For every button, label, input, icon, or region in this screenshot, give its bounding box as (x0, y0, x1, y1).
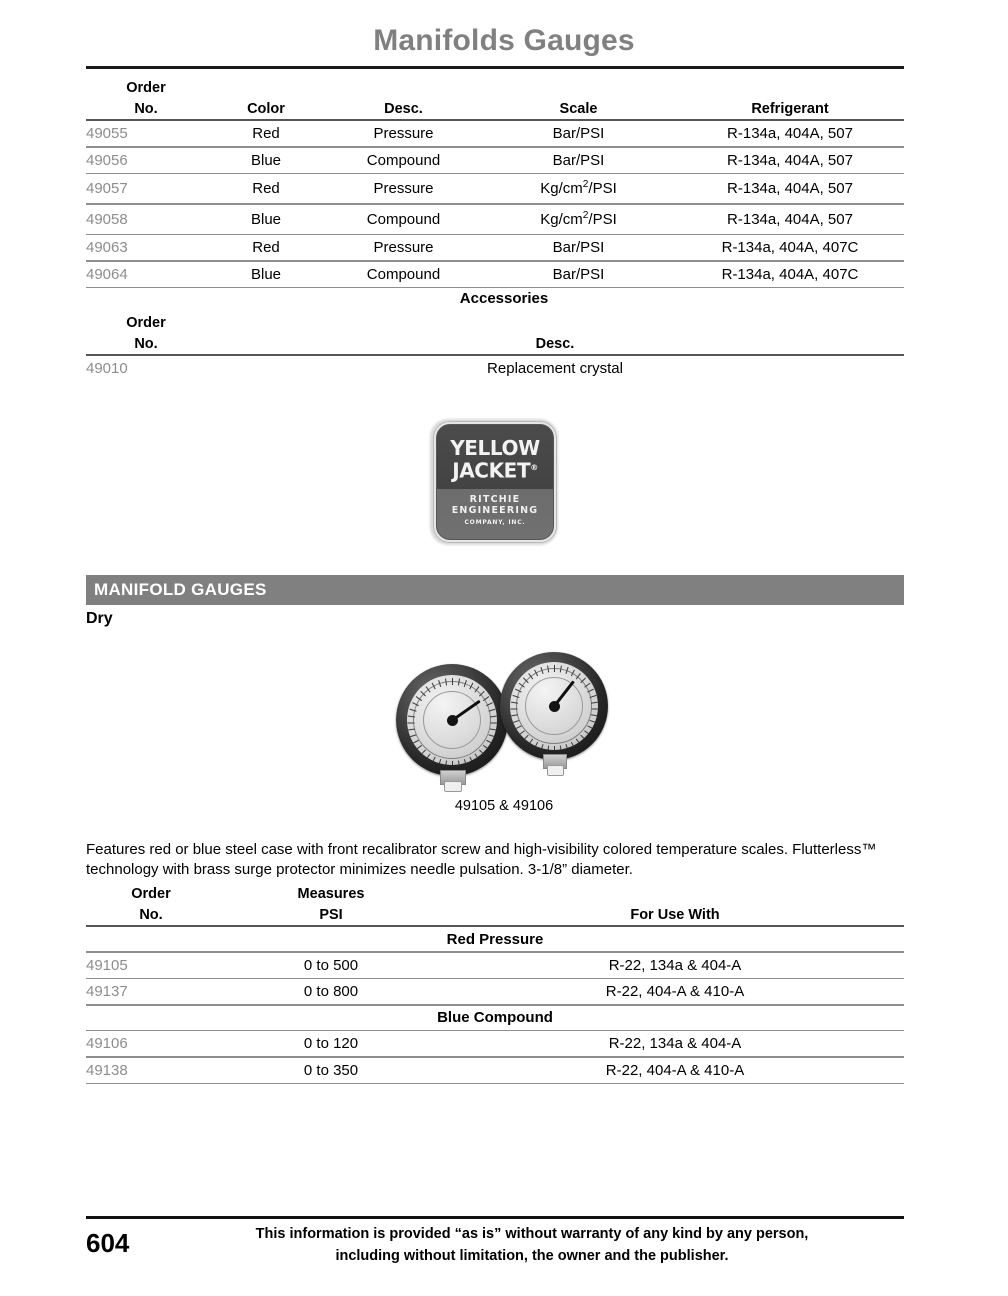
cell-color: Blue (250, 151, 282, 169)
cell-color: Red (252, 239, 280, 257)
dial-tick (560, 745, 562, 750)
table-row (86, 262, 904, 287)
cell-color: Blue (250, 265, 282, 283)
dial-tick (408, 715, 415, 717)
cell-scale: $Kg/cm^2$/PSI (540, 209, 617, 228)
dry-header-measures (216, 884, 446, 925)
yellow-jacket-logo (430, 419, 558, 545)
cell-order-no: 49063 (86, 239, 128, 257)
logo-company-line2: ENGINEERING (451, 505, 539, 516)
cell-scale: Bar/PSI (552, 239, 605, 257)
accessories-table-body (86, 356, 904, 381)
logo-company-line3: COMPANY, INC. (464, 519, 526, 526)
dial-tick (490, 728, 497, 730)
table-row (86, 1058, 904, 1083)
dial-tick (554, 665, 555, 672)
gauge-left (396, 664, 508, 776)
logo-plate (434, 422, 556, 542)
dry-gauges-table (86, 884, 904, 1084)
cell-desc: Pressure (373, 239, 434, 257)
cell-order-no: 49137 (86, 983, 128, 1001)
product-description: Features red or blue steel case with front recalibrator screw and high-visibility colored temperature scales. Flutterless™ technology with brass surge protector minimizes needle pulsation. 3-1/8” diameter. (86, 841, 877, 879)
dial-tick (452, 761, 453, 765)
cell-desc (206, 356, 904, 381)
photo-caption: 49105 & 49106 (454, 798, 554, 814)
cell-desc: Compound (366, 210, 441, 228)
section-subheading: Dry (86, 610, 113, 627)
dial-tick (584, 730, 590, 735)
accessories-title: Accessories (459, 290, 549, 307)
cell-refrigerant: R-134a, 404A, 507 (727, 180, 853, 198)
cell-order-no: 49138 (86, 1061, 128, 1079)
cell-for-use-with: R-22, 404-A & 410-A (605, 983, 745, 1001)
table-row (86, 979, 904, 1004)
cell-measures: 0 to 800 (303, 983, 359, 1001)
cell-scale: Bar/PSI (552, 125, 605, 143)
cell-color: Blue (250, 210, 282, 228)
header-order-line1: Order (126, 80, 166, 96)
cell-color: Red (252, 125, 280, 143)
cell-desc: Pressure (373, 180, 434, 198)
dial-tick (547, 745, 549, 750)
cell-color: Red (252, 180, 280, 198)
registered-icon: ® (530, 463, 538, 472)
gauges-table (86, 78, 904, 288)
acc-header-order-line2: No. (134, 335, 158, 352)
table-row (86, 235, 904, 260)
cell-for-use-with: R-22, 404-A & 410-A (605, 1061, 745, 1079)
dial-tick (511, 709, 518, 710)
table-row (86, 356, 904, 381)
superscript: 2 (582, 179, 589, 191)
cell-refrigerant: R-134a, 404A, 507 (727, 125, 853, 143)
cell-order-no: 49106 (86, 1035, 128, 1053)
footer-divider (86, 1216, 904, 1219)
group-header-label: Blue Compound (437, 1009, 553, 1027)
cell-measures: 0 to 350 (303, 1061, 359, 1079)
dry-header-order-line2: No. (139, 906, 163, 923)
table-row (86, 1031, 904, 1056)
dial-tick (412, 740, 419, 744)
section-banner (86, 575, 904, 605)
dial-tick (458, 760, 460, 765)
header-refrigerant: Refrigerant (751, 100, 829, 117)
cell-measures: 0 to 500 (303, 956, 359, 974)
dial-tick (592, 709, 599, 710)
footer-line2: including without limitation, the owner and the publisher. (335, 1247, 729, 1264)
gauge-left-stem-tip (444, 781, 462, 792)
dry-header-order-no (86, 884, 216, 925)
table-row (86, 174, 904, 203)
logo-brand-name (436, 438, 554, 481)
cell-desc: Compound (366, 265, 441, 283)
cell-scale: $Kg/cm^2$/PSI (540, 179, 617, 198)
header-order-no (86, 78, 206, 119)
cell-order-no: 49064 (86, 265, 128, 283)
title-divider (86, 66, 904, 69)
header-scale: Scale (559, 100, 598, 117)
dial-tick (511, 702, 518, 704)
dial-tick (523, 735, 529, 741)
cell-desc-label: Replacement crystal (487, 360, 623, 378)
cell-refrigerant: R-134a, 404A, 507 (727, 210, 853, 228)
row-rule (86, 287, 904, 289)
dial-tick (488, 734, 495, 737)
cell-measures: 0 to 120 (303, 1035, 359, 1053)
acc-header-order-no (86, 313, 206, 354)
dial-tick (486, 740, 493, 744)
cell-refrigerant: R-134a, 404A, 407C (721, 239, 859, 257)
row-divider (86, 287, 904, 289)
table-row (86, 148, 904, 173)
logo-company-line1: RITCHIE (469, 494, 521, 505)
gauge-right-hub (549, 701, 560, 712)
acc-header-desc-label: Desc. (535, 335, 575, 352)
accessories-header-row (86, 313, 904, 354)
footer-disclaimer (160, 1224, 904, 1268)
cell-refrigerant: R-134a, 404A, 507 (727, 151, 853, 169)
cell-scale: Bar/PSI (552, 265, 605, 283)
superscript: 2 (582, 209, 589, 221)
cell-scale: Bar/PSI (552, 151, 605, 169)
dial-tick (519, 730, 525, 735)
gauges-table-body (86, 121, 904, 288)
product-photo (388, 650, 628, 785)
dial-tick (515, 725, 522, 729)
cell-refrigerant: R-134a, 404A, 407C (721, 265, 859, 283)
dial-tick (416, 745, 422, 750)
table-row (86, 121, 904, 146)
header-color: Color (247, 100, 285, 117)
logo-company-name (436, 494, 554, 526)
cell-order-no: 49105 (86, 956, 128, 974)
dial-tick (554, 746, 555, 750)
gauge-left-hub (447, 715, 458, 726)
group-header-row (86, 1006, 904, 1030)
footer-line1: This information is provided “as is” without warranty of any kind by any person, (255, 1226, 809, 1242)
dial-tick (483, 745, 489, 750)
dial-tick (491, 723, 498, 724)
acc-header-order-line1: Order (126, 315, 166, 331)
dry-header-order-line1: Order (131, 886, 171, 902)
group-header-label: Red Pressure (446, 930, 544, 948)
cell-order-no: 49010 (86, 360, 128, 378)
dial-tick (408, 723, 415, 724)
row-divider (86, 1083, 904, 1085)
table-header-row (86, 78, 904, 119)
section-banner-label: MANIFOLD GAUGES (94, 580, 267, 599)
dial-tick (591, 714, 598, 716)
dial-tick (420, 750, 426, 756)
dial-tick (587, 725, 594, 729)
table-row (86, 953, 904, 978)
cell-order-no: 49056 (86, 151, 128, 169)
header-order-line2: No. (134, 100, 158, 117)
gauge-right (500, 652, 608, 760)
page-number: 604 (86, 1228, 130, 1258)
dial-tick (591, 702, 598, 704)
dry-header-for-use-with: For Use With (630, 906, 720, 923)
logo-line2: JACKET (452, 458, 531, 483)
acc-header-desc (206, 313, 904, 354)
table-row (86, 205, 904, 234)
group-header-row (86, 927, 904, 951)
dry-header-measures-line2: PSI (319, 906, 343, 923)
header-desc: Desc. (384, 100, 423, 117)
dial-tick (490, 715, 497, 717)
dial-tick (445, 760, 447, 765)
cell-for-use-with: R-22, 134a & 404-A (608, 956, 742, 974)
cell-order-no: 49055 (86, 125, 128, 143)
dial-tick (452, 678, 453, 685)
cell-desc: Pressure (373, 125, 434, 143)
cell-order-no: 49058 (86, 210, 128, 228)
dial-tick (590, 720, 597, 723)
dry-header-row (86, 884, 904, 925)
cell-for-use-with: R-22, 134a & 404-A (608, 1035, 742, 1053)
gauge-right-stem-tip (547, 765, 564, 776)
dry-header-measures-line1: Measures (297, 886, 365, 902)
row-rule (86, 1083, 904, 1085)
dry-table-body (86, 927, 904, 1084)
cell-order-no: 49057 (86, 180, 128, 198)
cell-desc: Compound (366, 151, 441, 169)
logo-line1: YELLOW (450, 436, 540, 460)
page-title: Manifolds Gauges (373, 24, 635, 57)
accessories-table (86, 313, 904, 381)
